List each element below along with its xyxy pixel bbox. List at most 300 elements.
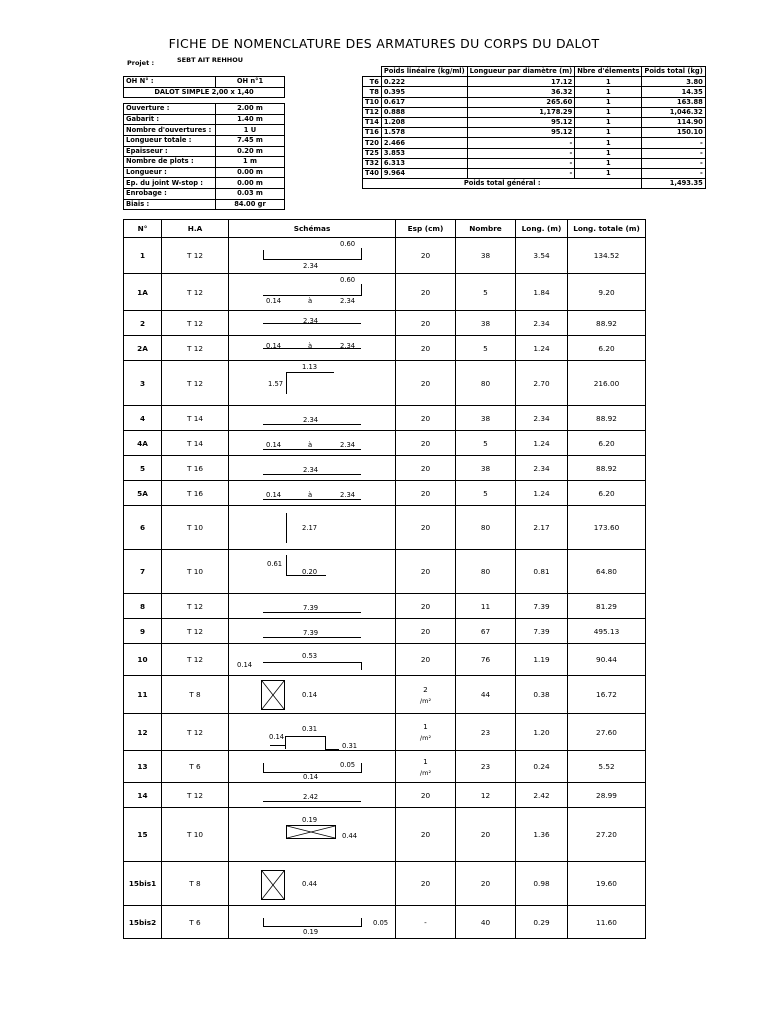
- row-long-totale: 64.80: [568, 550, 646, 594]
- row-long-totale: 88.92: [568, 406, 646, 431]
- schema-drawing: [229, 594, 395, 618]
- row-number: 8: [124, 594, 162, 619]
- info-label: Epaisseur :: [124, 146, 216, 157]
- row-ha: T 14: [162, 431, 229, 456]
- weights-table: [362, 66, 706, 189]
- weights-poids-lineaire: 3.853: [381, 148, 467, 158]
- info-row: [124, 135, 285, 146]
- weights-poids-lineaire: 9.964: [381, 168, 467, 178]
- row-long: 3.54: [516, 238, 568, 274]
- weights-poids-total: -: [642, 148, 705, 158]
- row-ha: T 12: [162, 336, 229, 361]
- info-row: [124, 199, 285, 210]
- row-ha: T 10: [162, 808, 229, 862]
- weights-longueur: 265.60: [467, 97, 575, 107]
- row-long: 2.34: [516, 311, 568, 336]
- row-nombre: 5: [456, 431, 516, 456]
- row-nombre: 23: [456, 751, 516, 783]
- row-nombre: 5: [456, 336, 516, 361]
- row-number: 2: [124, 311, 162, 336]
- row-esp-value: 20: [420, 378, 431, 388]
- table-row: [124, 619, 646, 644]
- table-row: [124, 594, 646, 619]
- row-schema: [229, 406, 396, 431]
- table-row: [124, 751, 646, 783]
- weights-diameter: T10: [363, 97, 382, 107]
- row-long: 1.36: [516, 808, 568, 862]
- row-ha: T 12: [162, 714, 229, 751]
- info-label: Nombre de plots :: [124, 157, 216, 168]
- row-number: 12: [124, 714, 162, 751]
- stirrup-shape: [286, 825, 336, 839]
- weights-poids-lineaire: 6.313: [381, 158, 467, 168]
- schema-dimension: 0.05: [340, 761, 356, 769]
- info-label: Ouverture :: [124, 104, 216, 115]
- weights-diameter: T40: [363, 168, 382, 178]
- info-value: 1 m: [216, 157, 285, 168]
- schema-dimension: 0.53: [302, 652, 318, 660]
- row-long-totale: 173.60: [568, 506, 646, 550]
- row-esp-value: 20: [420, 287, 431, 297]
- row-esp-unit: /m²: [419, 734, 432, 742]
- row-long-totale: 134.52: [568, 238, 646, 274]
- row-esp: [396, 311, 456, 336]
- table-row: [124, 311, 646, 336]
- row-long-totale: 9.20: [568, 274, 646, 311]
- weights-poids-lineaire: 0.888: [381, 107, 467, 117]
- row-schema: [229, 783, 396, 808]
- row-esp: [396, 594, 456, 619]
- schema-dimension: 2.34: [340, 491, 356, 499]
- row-number: 13: [124, 751, 162, 783]
- weights-poids-lineaire: 0.617: [381, 97, 467, 107]
- weights-row: [363, 97, 706, 107]
- row-esp-value: 20: [420, 523, 431, 532]
- info-value: 0.00 m: [216, 167, 285, 178]
- info-label: Longueur totale :: [124, 135, 216, 146]
- row-nombre: 23: [456, 714, 516, 751]
- schema-bar: [361, 662, 362, 670]
- info-row: [124, 178, 285, 189]
- schema-drawing: [229, 906, 395, 938]
- table-row: [124, 336, 646, 361]
- schema-bar: [263, 763, 264, 773]
- row-schema: [229, 550, 396, 594]
- row-nombre: 38: [456, 311, 516, 336]
- row-ha: T 6: [162, 751, 229, 783]
- weights-header-longueur: Longueur par diamètre (m): [467, 67, 575, 77]
- schema-bar: [263, 926, 361, 927]
- weights-longueur: 36.32: [467, 87, 575, 97]
- schema-dimension: 2.34: [303, 466, 319, 474]
- row-ha: T 12: [162, 619, 229, 644]
- weights-nbre: 1: [575, 97, 642, 107]
- row-number: 15bis1: [124, 862, 162, 906]
- row-long: 7.39: [516, 619, 568, 644]
- row-number: 4A: [124, 431, 162, 456]
- schema-dimension: 0.20: [302, 568, 318, 576]
- table-row: [124, 783, 646, 808]
- schema-dimension: 7.39: [303, 629, 319, 637]
- schema-drawing: [229, 751, 395, 782]
- row-long: 1.20: [516, 714, 568, 751]
- row-esp-value: 2: [423, 684, 428, 694]
- schema-bar: [286, 372, 334, 373]
- row-long: 2.17: [516, 506, 568, 550]
- row-long-totale: 19.60: [568, 862, 646, 906]
- row-esp: [396, 481, 456, 506]
- row-long-totale: 81.29: [568, 594, 646, 619]
- weights-row: [363, 87, 706, 97]
- weights-row: [363, 168, 706, 178]
- schema-dimension: 1.57: [268, 380, 284, 388]
- row-long-totale: 495.13: [568, 619, 646, 644]
- schema-dimension: 0.31: [342, 742, 358, 750]
- row-ha: T 14: [162, 406, 229, 431]
- row-number: 4: [124, 406, 162, 431]
- info-row: [124, 188, 285, 199]
- stirrup-cross: [262, 681, 284, 709]
- schema-drawing: [229, 808, 395, 861]
- row-esp-value: 20: [420, 413, 431, 423]
- row-long: 1.19: [516, 644, 568, 676]
- row-long: 0.38: [516, 676, 568, 714]
- row-number: 14: [124, 783, 162, 808]
- weights-nbre: 1: [575, 107, 642, 117]
- row-long: 0.98: [516, 862, 568, 906]
- schema-drawing: [229, 676, 395, 713]
- schema-drawing: [229, 644, 395, 675]
- table-row: [124, 456, 646, 481]
- table-row: [124, 274, 646, 311]
- schema-dimension: 0.31: [302, 725, 318, 733]
- weights-longueur: -: [467, 138, 575, 148]
- row-esp: [396, 808, 456, 862]
- row-ha: T 12: [162, 783, 229, 808]
- row-schema: [229, 751, 396, 783]
- schema-drawing: [229, 714, 395, 750]
- row-long: 7.39: [516, 594, 568, 619]
- info-value: 1 U: [216, 125, 285, 136]
- row-esp: [396, 751, 456, 783]
- schema-bar: [286, 372, 287, 394]
- table-row: [124, 238, 646, 274]
- stirrup-cross: [287, 826, 335, 838]
- header-esp: Esp (cm): [396, 220, 456, 238]
- row-nombre: 38: [456, 456, 516, 481]
- row-esp-value: 20: [420, 601, 431, 611]
- row-esp-value: 1: [423, 756, 428, 766]
- weights-diameter: T32: [363, 158, 382, 168]
- weights-poids-lineaire: 0.395: [381, 87, 467, 97]
- weights-row: [363, 107, 706, 117]
- info-rows: [124, 104, 285, 210]
- table-row: [124, 862, 646, 906]
- row-nombre: 5: [456, 481, 516, 506]
- row-number: 7: [124, 550, 162, 594]
- weights-nbre: 1: [575, 87, 642, 97]
- weights-diameter: T8: [363, 87, 382, 97]
- schema-dimension: 0.44: [342, 832, 358, 840]
- header-nombre: Nombre: [456, 220, 516, 238]
- stirrup-shape: [261, 870, 285, 900]
- row-esp-value: 20: [420, 438, 431, 448]
- row-nombre: 20: [456, 862, 516, 906]
- row-ha: T 10: [162, 506, 229, 550]
- weights-nbre: 1: [575, 148, 642, 158]
- table-row: [124, 406, 646, 431]
- row-long-totale: 27.20: [568, 808, 646, 862]
- row-long-totale: 5.52: [568, 751, 646, 783]
- row-ha: T 12: [162, 274, 229, 311]
- info-value: 0.20 m: [216, 146, 285, 157]
- row-esp: [396, 361, 456, 406]
- row-number: 15: [124, 808, 162, 862]
- weights-poids-total: 14.35: [642, 87, 705, 97]
- header-long: Long. (m): [516, 220, 568, 238]
- weights-total-value: 1,493.35: [642, 179, 705, 189]
- row-esp: [396, 431, 456, 456]
- weights-poids-total: 114.90: [642, 117, 705, 127]
- schema-bar: [325, 736, 326, 750]
- row-number: 15bis2: [124, 906, 162, 939]
- row-schema: [229, 619, 396, 644]
- info-label: Biais :: [124, 199, 216, 210]
- schema-dimension: 0.14: [237, 661, 253, 669]
- schema-dimension: 2.34: [340, 441, 356, 449]
- weights-nbre: 1: [575, 77, 642, 87]
- row-esp-value: 20: [420, 251, 431, 260]
- weights-header-poids-total: Poids total (kg): [642, 67, 705, 77]
- schema-dimension: à: [308, 491, 313, 499]
- schema-bar: [263, 449, 361, 450]
- row-number: 3: [124, 361, 162, 406]
- row-nombre: 80: [456, 506, 516, 550]
- weights-longueur: 1,178.29: [467, 107, 575, 117]
- row-number: 9: [124, 619, 162, 644]
- weights-poids-total: 150.10: [642, 128, 705, 138]
- info-label: Ep. du joint W-stop :: [124, 178, 216, 189]
- row-nombre: 11: [456, 594, 516, 619]
- page-title: FICHE DE NOMENCLATURE DES ARMATURES DU CORPS DU DALOT: [168, 36, 600, 51]
- weights-longueur: -: [467, 168, 575, 178]
- row-schema: [229, 676, 396, 714]
- schema-bar: [263, 499, 361, 500]
- schema-dimension: 0.19: [302, 816, 318, 824]
- schema-drawing: [229, 361, 395, 405]
- row-long: 1.24: [516, 481, 568, 506]
- row-long-totale: 16.72: [568, 676, 646, 714]
- schema-bar: [263, 637, 361, 638]
- row-esp: [396, 906, 456, 939]
- schema-drawing: [229, 783, 395, 807]
- row-esp-value: 20: [420, 830, 431, 839]
- schema-dimension: 2.34: [340, 342, 356, 350]
- schema-dimension: 0.60: [340, 276, 356, 284]
- row-long: 1.24: [516, 336, 568, 361]
- header-long-totale: Long. totale (m): [568, 220, 646, 238]
- row-ha: T 6: [162, 906, 229, 939]
- table-row: [124, 506, 646, 550]
- schema-bar: [361, 248, 362, 260]
- row-nombre: 38: [456, 238, 516, 274]
- weights-nbre: 1: [575, 158, 642, 168]
- weights-poids-lineaire: 0.222: [381, 77, 467, 87]
- schema-dimension: 0.14: [269, 733, 285, 741]
- row-schema: [229, 431, 396, 456]
- row-number: 11: [124, 676, 162, 714]
- info-label: Gabarit :: [124, 114, 216, 125]
- row-schema: [229, 336, 396, 361]
- row-long: 2.70: [516, 361, 568, 406]
- schema-dimension: 0.14: [266, 441, 282, 449]
- row-ha: T 16: [162, 456, 229, 481]
- row-esp: [396, 406, 456, 431]
- schema-bar: [263, 801, 361, 802]
- row-esp-value: -: [424, 917, 427, 927]
- weights-row: [363, 117, 706, 127]
- row-esp-value: 20: [420, 567, 431, 576]
- schema-drawing: [229, 862, 395, 905]
- row-esp-value: 20: [420, 463, 431, 473]
- row-esp: [396, 274, 456, 311]
- nomenclature-table: [123, 219, 646, 939]
- row-long: 0.24: [516, 751, 568, 783]
- row-schema: [229, 714, 396, 751]
- table-row: [124, 644, 646, 676]
- row-esp: [396, 550, 456, 594]
- row-number: 1A: [124, 274, 162, 311]
- row-esp-value: 1: [423, 722, 428, 731]
- row-esp-unit: /m²: [419, 768, 432, 777]
- row-esp: [396, 714, 456, 751]
- weights-poids-lineaire: 1.208: [381, 117, 467, 127]
- table-row: [124, 808, 646, 862]
- row-schema: [229, 644, 396, 676]
- weights-diameter: T25: [363, 148, 382, 158]
- schema-dimension: 0.44: [302, 880, 318, 888]
- weights-diameter: T20: [363, 138, 382, 148]
- schema-dimension: 2.17: [302, 524, 318, 532]
- schema-dimension: 7.39: [303, 604, 319, 612]
- weights-diameter: T16: [363, 128, 382, 138]
- row-ha: T 12: [162, 644, 229, 676]
- row-schema: [229, 594, 396, 619]
- row-long: 2.34: [516, 406, 568, 431]
- weights-diameter: T12: [363, 107, 382, 117]
- weights-nbre: 1: [575, 128, 642, 138]
- schema-dimension: 0.60: [340, 240, 356, 248]
- table-row: [124, 676, 646, 714]
- row-ha: T 12: [162, 361, 229, 406]
- info-label: Longueur :: [124, 167, 216, 178]
- weights-nbre: 1: [575, 168, 642, 178]
- weights-nbre: 1: [575, 138, 642, 148]
- weights-poids-total: -: [642, 168, 705, 178]
- row-esp: [396, 238, 456, 274]
- row-ha: T 12: [162, 594, 229, 619]
- schema-drawing: [229, 431, 395, 455]
- schema-bar: [285, 736, 325, 737]
- info-label: Nombre d'ouvertures :: [124, 125, 216, 136]
- schema-bar: [361, 918, 362, 927]
- row-long-totale: 11.60: [568, 906, 646, 939]
- schema-bar: [361, 763, 362, 773]
- row-nombre: 12: [456, 783, 516, 808]
- schema-bar: [263, 918, 264, 927]
- schema-dimension: 0.14: [303, 773, 319, 781]
- row-esp-value: 20: [420, 879, 431, 888]
- weights-row: [363, 138, 706, 148]
- row-long-totale: 88.92: [568, 311, 646, 336]
- projet-label: Projet :: [127, 59, 155, 67]
- row-esp-value: 20: [420, 318, 431, 328]
- weights-corner: [363, 67, 382, 77]
- row-long: 1.84: [516, 274, 568, 311]
- table-row: [124, 431, 646, 456]
- schema-dimension: 0.14: [302, 691, 318, 699]
- table-row: [124, 481, 646, 506]
- weights-nbre: 1: [575, 117, 642, 127]
- schema-dimension: à: [308, 441, 313, 449]
- stirrup-shape: [261, 680, 285, 710]
- nomenclature-rows: [124, 238, 646, 939]
- row-number: 5: [124, 456, 162, 481]
- info-value: 7.45 m: [216, 135, 285, 146]
- row-schema: [229, 274, 396, 311]
- info-row: [124, 125, 285, 136]
- schema-drawing: [229, 619, 395, 643]
- weights-total-label: Poids total général :: [363, 179, 642, 189]
- weights-longueur: -: [467, 148, 575, 158]
- schema-bar: [285, 736, 286, 746]
- weights-poids-total: -: [642, 138, 705, 148]
- weights-row: [363, 77, 706, 87]
- schema-dimension: 0.14: [266, 297, 282, 305]
- schema-dimension: 2.34: [303, 317, 319, 325]
- oh-label: OH N° :: [124, 77, 216, 88]
- row-long-totale: 88.92: [568, 456, 646, 481]
- row-long: 0.81: [516, 550, 568, 594]
- schema-dimension: 0.05: [373, 919, 389, 927]
- row-esp: [396, 676, 456, 714]
- schema-bar: [263, 612, 361, 613]
- info-value: 84.00 gr: [216, 199, 285, 210]
- row-esp-unit: /m²: [419, 696, 432, 705]
- row-ha: T 10: [162, 550, 229, 594]
- weights-rows: [363, 77, 706, 179]
- row-schema: [229, 808, 396, 862]
- weights-longueur: 95.12: [467, 128, 575, 138]
- row-esp: [396, 456, 456, 481]
- row-ha: T 16: [162, 481, 229, 506]
- row-ha: T 12: [162, 311, 229, 336]
- row-long-totale: 216.00: [568, 361, 646, 406]
- schema-bar: [263, 662, 361, 663]
- row-esp-value: 20: [420, 655, 431, 664]
- info-row: [124, 114, 285, 125]
- row-ha: T 8: [162, 862, 229, 906]
- schema-dimension: 0.14: [266, 342, 282, 350]
- row-ha: T 12: [162, 238, 229, 274]
- weights-longueur: -: [467, 158, 575, 168]
- row-number: 2A: [124, 336, 162, 361]
- schema-drawing: [229, 336, 395, 360]
- weights-poids-total: -: [642, 158, 705, 168]
- info-table: [123, 76, 285, 210]
- header-schemas: Schémas: [229, 220, 396, 238]
- table-row: [124, 361, 646, 406]
